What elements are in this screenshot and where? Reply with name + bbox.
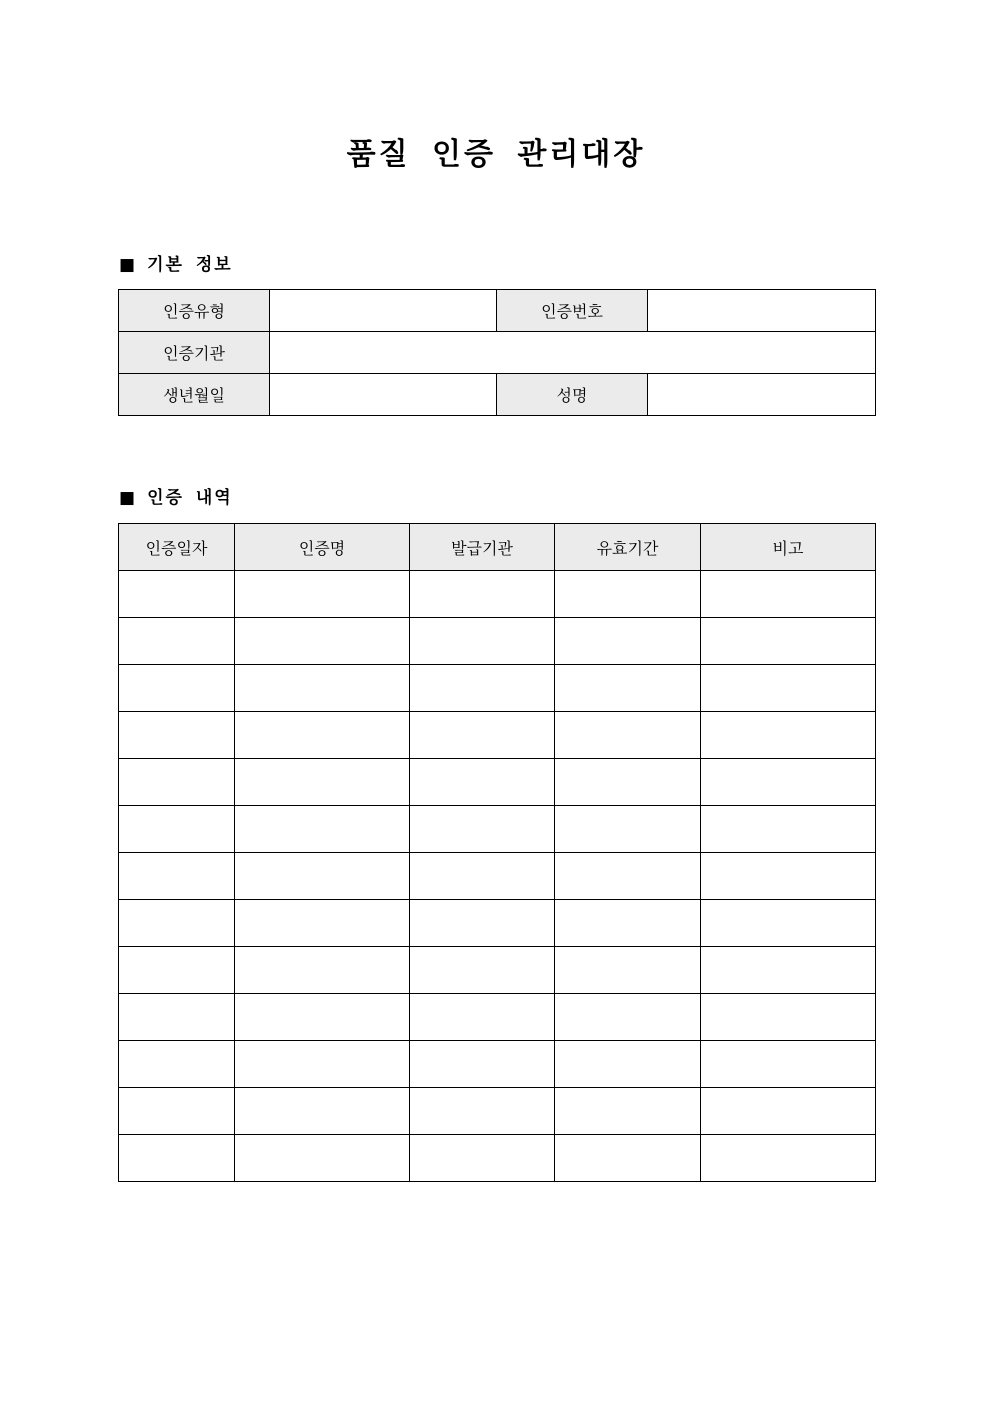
name-label: 성명 <box>497 374 648 416</box>
cert-date-cell[interactable] <box>119 1088 235 1135</box>
column-header-issuer: 발급기관 <box>410 524 555 571</box>
issuer-cell[interactable] <box>410 1088 555 1135</box>
issuer-cell[interactable] <box>410 571 555 618</box>
basic-info-table <box>118 289 876 416</box>
validity-cell[interactable] <box>555 618 701 665</box>
validity-cell[interactable] <box>555 806 701 853</box>
issuer-cell[interactable] <box>410 1135 555 1182</box>
cert-history-body <box>119 571 876 1182</box>
cert-date-cell[interactable] <box>119 712 235 759</box>
table-row <box>119 947 876 994</box>
remarks-cell[interactable] <box>701 665 876 712</box>
cert-date-cell[interactable] <box>119 994 235 1041</box>
table-row <box>119 900 876 947</box>
history-heading-text: 인증 내역 <box>147 488 233 508</box>
cert-name-cell[interactable] <box>235 1088 410 1135</box>
cert-date-cell[interactable] <box>119 947 235 994</box>
cert-name-cell[interactable] <box>235 806 410 853</box>
birthdate-field[interactable] <box>270 374 497 416</box>
table-row <box>119 806 876 853</box>
cert-date-cell[interactable] <box>119 1041 235 1088</box>
remarks-cell[interactable] <box>701 900 876 947</box>
remarks-cell[interactable] <box>701 1041 876 1088</box>
column-header-cert-date: 인증일자 <box>119 524 235 571</box>
validity-cell[interactable] <box>555 947 701 994</box>
table-row <box>119 571 876 618</box>
remarks-cell[interactable] <box>701 994 876 1041</box>
cert-agency-field[interactable] <box>270 332 876 374</box>
cert-name-cell[interactable] <box>235 947 410 994</box>
cert-date-cell[interactable] <box>119 665 235 712</box>
issuer-cell[interactable] <box>410 1041 555 1088</box>
issuer-cell[interactable] <box>410 806 555 853</box>
table-row <box>119 290 876 332</box>
cert-date-cell[interactable] <box>119 618 235 665</box>
issuer-cell[interactable] <box>410 665 555 712</box>
cert-type-field[interactable] <box>270 290 497 332</box>
remarks-cell[interactable] <box>701 759 876 806</box>
cert-name-cell[interactable] <box>235 618 410 665</box>
issuer-cell[interactable] <box>410 853 555 900</box>
cert-date-cell[interactable] <box>119 853 235 900</box>
issuer-cell[interactable] <box>410 712 555 759</box>
validity-cell[interactable] <box>555 994 701 1041</box>
table-header-row <box>119 524 876 571</box>
cert-name-cell[interactable] <box>235 1135 410 1182</box>
remarks-cell[interactable] <box>701 947 876 994</box>
table-row <box>119 374 876 416</box>
table-row <box>119 665 876 712</box>
validity-cell[interactable] <box>555 1135 701 1182</box>
remarks-cell[interactable] <box>701 853 876 900</box>
table-row <box>119 332 876 374</box>
issuer-cell[interactable] <box>410 994 555 1041</box>
history-heading <box>119 487 233 509</box>
cert-date-cell[interactable] <box>119 900 235 947</box>
cert-name-cell[interactable] <box>235 853 410 900</box>
table-row <box>119 618 876 665</box>
cert-date-cell[interactable] <box>119 759 235 806</box>
name-field[interactable] <box>648 374 876 416</box>
cert-name-cell[interactable] <box>235 994 410 1041</box>
basic-info-heading <box>119 254 233 276</box>
cert-name-cell[interactable] <box>235 665 410 712</box>
validity-cell[interactable] <box>555 571 701 618</box>
validity-cell[interactable] <box>555 900 701 947</box>
cert-agency-label: 인증기관 <box>119 332 270 374</box>
cert-name-cell[interactable] <box>235 712 410 759</box>
validity-cell[interactable] <box>555 759 701 806</box>
cert-history-table <box>118 523 876 1182</box>
cert-date-cell[interactable] <box>119 571 235 618</box>
table-row <box>119 1135 876 1182</box>
cert-name-cell[interactable] <box>235 900 410 947</box>
cert-date-cell[interactable] <box>119 1135 235 1182</box>
cert-name-cell[interactable] <box>235 759 410 806</box>
issuer-cell[interactable] <box>410 900 555 947</box>
basic-info-heading-text: 기본 정보 <box>147 255 233 275</box>
remarks-cell[interactable] <box>701 806 876 853</box>
cert-number-field[interactable] <box>648 290 876 332</box>
issuer-cell[interactable] <box>410 947 555 994</box>
birthdate-label: 생년월일 <box>119 374 270 416</box>
column-header-remarks: 비고 <box>701 524 876 571</box>
validity-cell[interactable] <box>555 853 701 900</box>
validity-cell[interactable] <box>555 1088 701 1135</box>
table-row <box>119 1041 876 1088</box>
table-row <box>119 853 876 900</box>
remarks-cell[interactable] <box>701 618 876 665</box>
cert-number-label: 인증번호 <box>497 290 648 332</box>
table-row <box>119 712 876 759</box>
validity-cell[interactable] <box>555 665 701 712</box>
remarks-cell[interactable] <box>701 712 876 759</box>
cert-name-cell[interactable] <box>235 571 410 618</box>
table-row <box>119 994 876 1041</box>
issuer-cell[interactable] <box>410 618 555 665</box>
validity-cell[interactable] <box>555 1041 701 1088</box>
remarks-cell[interactable] <box>701 1135 876 1182</box>
table-row <box>119 1088 876 1135</box>
remarks-cell[interactable] <box>701 1088 876 1135</box>
issuer-cell[interactable] <box>410 759 555 806</box>
remarks-cell[interactable] <box>701 571 876 618</box>
square-bullet-icon: ■ <box>119 488 138 508</box>
cert-date-cell[interactable] <box>119 806 235 853</box>
column-header-cert-name: 인증명 <box>235 524 410 571</box>
square-bullet-icon: ■ <box>119 255 138 275</box>
column-header-validity: 유효기간 <box>555 524 701 571</box>
cert-name-cell[interactable] <box>235 1041 410 1088</box>
validity-cell[interactable] <box>555 712 701 759</box>
table-row <box>119 759 876 806</box>
cert-type-label: 인증유형 <box>119 290 270 332</box>
document-title: 품질 인증 관리대장 <box>346 137 646 172</box>
